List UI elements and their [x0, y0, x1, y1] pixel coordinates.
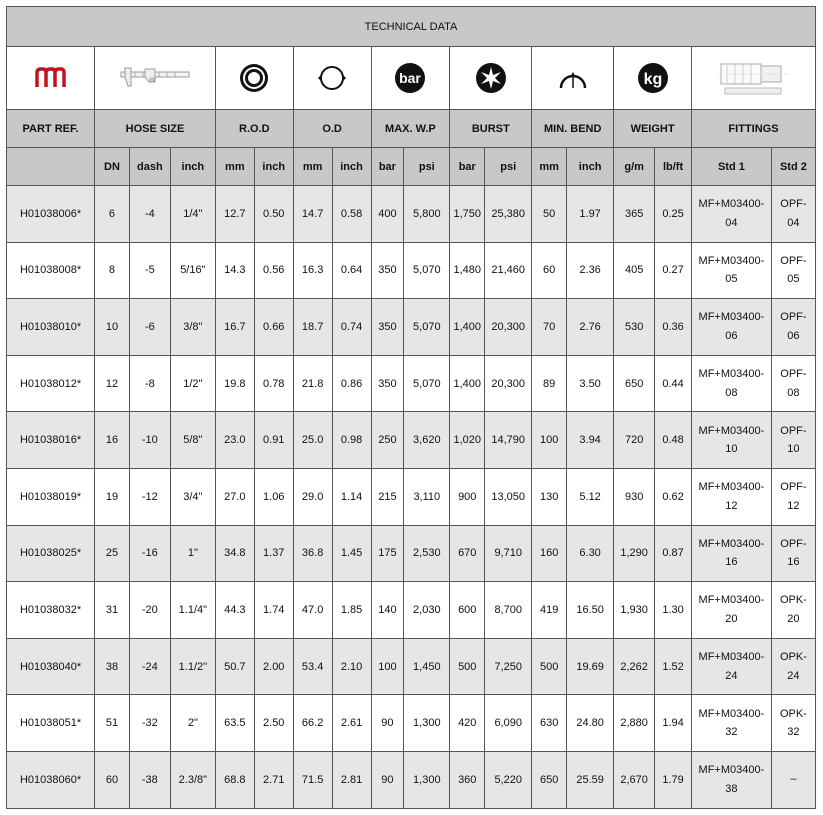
cell-bend-mm: 419 [532, 582, 567, 639]
cell-rod-mm: 16.7 [215, 299, 254, 356]
cell-dash: -24 [129, 638, 170, 695]
cell-bend-in: 24.80 [567, 695, 614, 752]
cell-od-mm: 14.7 [293, 186, 332, 243]
cell-od-mm: 18.7 [293, 299, 332, 356]
cell-w-lb: 1.30 [655, 582, 692, 639]
unit-cell: lb/ft [655, 148, 692, 186]
cell-bend-mm: 630 [532, 695, 567, 752]
std2-line2: 10 [787, 443, 800, 456]
cell-bu-bar: 1,480 [450, 242, 485, 299]
cell-ref: H01038025* [7, 525, 95, 582]
fitting-drawing-icon [691, 47, 815, 110]
std1-line1: MF+M03400- [698, 368, 765, 381]
cell-inch: 3/8" [170, 299, 215, 356]
table-row [7, 525, 816, 582]
cell-bend-in: 5.12 [567, 468, 614, 525]
cell-bu-psi: 5,220 [485, 751, 532, 808]
cell-rod-in: 0.91 [254, 412, 293, 469]
std2-line1: OPF- [780, 254, 807, 267]
cell-od-mm: 47.0 [293, 582, 332, 639]
cell-inch: 1/4" [170, 186, 215, 243]
cell-std2 [771, 525, 815, 582]
cell-w-gm: 1,290 [614, 525, 655, 582]
std2-line1: OPF- [780, 481, 807, 494]
cell-od-mm: 71.5 [293, 751, 332, 808]
cell-bend-mm: 89 [532, 355, 567, 412]
cell-bu-bar: 1,400 [450, 355, 485, 412]
unit-cell: DN [95, 148, 130, 186]
caliper-icon [95, 47, 216, 110]
svg-text:bar: bar [399, 70, 422, 86]
cell-bu-psi: 7,250 [485, 638, 532, 695]
cell-rod-in: 1.06 [254, 468, 293, 525]
std1-line2: 24 [725, 669, 738, 682]
std2-line1: OPF- [780, 424, 807, 437]
cell-std2 [771, 186, 815, 243]
cell-std2 [771, 299, 815, 356]
cell-ref: H01038019* [7, 468, 95, 525]
cell-od-in: 1.14 [332, 468, 371, 525]
unit-cell: inch [332, 148, 371, 186]
unit-cell: psi [485, 148, 532, 186]
header-weight: WEIGHT [614, 110, 692, 148]
cell-wp-bar: 350 [371, 355, 404, 412]
bend-radius-icon [532, 47, 614, 110]
cell-rod-in: 1.37 [254, 525, 293, 582]
cell-w-lb: 1.79 [655, 751, 692, 808]
cell-std2 [771, 695, 815, 752]
cell-bu-bar: 1,400 [450, 299, 485, 356]
cell-wp-bar: 215 [371, 468, 404, 525]
table-row [7, 751, 816, 808]
cell-od-in: 0.98 [332, 412, 371, 469]
cell-wp-psi: 3,620 [404, 412, 450, 469]
cell-std1 [691, 355, 771, 412]
cell-od-mm: 36.8 [293, 525, 332, 582]
header-od: O.D [293, 110, 371, 148]
cell-dash: -10 [129, 412, 170, 469]
std1-line1: MF+M03400- [698, 254, 765, 267]
unit-cell: inch [170, 148, 215, 186]
cell-rod-mm: 19.8 [215, 355, 254, 412]
cell-dn: 16 [95, 412, 130, 469]
std1-line1: MF+M03400- [698, 764, 765, 777]
cell-inch: 5/8" [170, 412, 215, 469]
std1-line1: MF+M03400- [698, 481, 765, 494]
std2-line2: 16 [787, 556, 800, 569]
cell-dash: -5 [129, 242, 170, 299]
cell-dash: -38 [129, 751, 170, 808]
cell-rod-in: 0.50 [254, 186, 293, 243]
cell-w-lb: 1.52 [655, 638, 692, 695]
std1-line2: 32 [725, 726, 738, 739]
cell-dn: 60 [95, 751, 130, 808]
cell-wp-bar: 350 [371, 299, 404, 356]
cell-w-gm: 930 [614, 468, 655, 525]
cell-dn: 31 [95, 582, 130, 639]
unit-cell: mm [215, 148, 254, 186]
std2-line1: OPK- [779, 651, 807, 664]
std2-line1: – [790, 773, 797, 786]
cell-w-gm: 2,670 [614, 751, 655, 808]
header-rod: R.O.D [215, 110, 293, 148]
cell-od-mm: 16.3 [293, 242, 332, 299]
std2-line1: OPK- [779, 594, 807, 607]
std2-line2: 20 [787, 612, 800, 625]
cell-inch: 5/16" [170, 242, 215, 299]
cell-bend-in: 6.30 [567, 525, 614, 582]
cell-wp-bar: 90 [371, 751, 404, 808]
cell-std2 [771, 242, 815, 299]
cell-bu-bar: 1,750 [450, 186, 485, 243]
unit-cell: bar [371, 148, 404, 186]
cell-bend-in: 2.36 [567, 242, 614, 299]
cell-rod-mm: 12.7 [215, 186, 254, 243]
table-row [7, 412, 816, 469]
cell-od-in: 0.58 [332, 186, 371, 243]
cell-dash: -32 [129, 695, 170, 752]
unit-cell: inch [254, 148, 293, 186]
cell-bend-in: 2.76 [567, 299, 614, 356]
cell-od-mm: 53.4 [293, 638, 332, 695]
cell-od-in: 2.61 [332, 695, 371, 752]
std1-line2: 16 [725, 556, 738, 569]
cell-w-gm: 405 [614, 242, 655, 299]
std2-line2: 12 [787, 499, 800, 512]
cell-wp-psi: 5,070 [404, 299, 450, 356]
table-row [7, 638, 816, 695]
cell-od-in: 2.81 [332, 751, 371, 808]
cell-od-in: 0.64 [332, 242, 371, 299]
cell-bu-psi: 25,380 [485, 186, 532, 243]
cell-wp-bar: 90 [371, 695, 404, 752]
cell-bend-mm: 650 [532, 751, 567, 808]
cell-bend-mm: 100 [532, 412, 567, 469]
table-row [7, 299, 816, 356]
std2-line2: 05 [787, 273, 800, 286]
std1-line1: MF+M03400- [698, 537, 765, 550]
std1-line2: 10 [725, 443, 738, 456]
cell-dash: -20 [129, 582, 170, 639]
cell-wp-psi: 5,800 [404, 186, 450, 243]
cell-ref: H01038012* [7, 355, 95, 412]
header-hose-size: HOSE SIZE [95, 110, 216, 148]
unit-cell: bar [450, 148, 485, 186]
cell-bend-in: 16.50 [567, 582, 614, 639]
cell-rod-mm: 23.0 [215, 412, 254, 469]
cell-bend-mm: 70 [532, 299, 567, 356]
cell-ref: H01038016* [7, 412, 95, 469]
unit-cell: Std 1 [691, 148, 771, 186]
cell-wp-psi: 3,110 [404, 468, 450, 525]
cell-w-gm: 2,262 [614, 638, 655, 695]
cell-bu-psi: 14,790 [485, 412, 532, 469]
cell-rod-mm: 27.0 [215, 468, 254, 525]
std1-line1: MF+M03400- [698, 651, 765, 664]
cell-od-in: 1.45 [332, 525, 371, 582]
cell-wp-bar: 400 [371, 186, 404, 243]
cell-rod-in: 2.00 [254, 638, 293, 695]
cell-std1 [691, 638, 771, 695]
cell-dn: 12 [95, 355, 130, 412]
cell-od-in: 1.85 [332, 582, 371, 639]
unit-cell: Std 2 [771, 148, 815, 186]
cell-rod-mm: 44.3 [215, 582, 254, 639]
cell-rod-mm: 63.5 [215, 695, 254, 752]
cell-std2 [771, 638, 815, 695]
cell-bu-bar: 900 [450, 468, 485, 525]
cell-std1 [691, 242, 771, 299]
cell-bend-mm: 500 [532, 638, 567, 695]
std1-line2: 04 [725, 216, 738, 229]
cell-bu-psi: 20,300 [485, 355, 532, 412]
cell-w-gm: 720 [614, 412, 655, 469]
cell-w-lb: 1.94 [655, 695, 692, 752]
cell-wp-psi: 1,300 [404, 695, 450, 752]
cell-wp-psi: 2,030 [404, 582, 450, 639]
cell-std2 [771, 468, 815, 525]
unit-blank [7, 148, 95, 186]
cell-bend-mm: 130 [532, 468, 567, 525]
svg-text:kg: kg [643, 71, 662, 88]
cell-dn: 25 [95, 525, 130, 582]
cell-dash: -16 [129, 525, 170, 582]
cell-rod-mm: 50.7 [215, 638, 254, 695]
cell-dn: 8 [95, 242, 130, 299]
unit-cell: inch [567, 148, 614, 186]
cell-w-lb: 0.87 [655, 525, 692, 582]
table-title: TECHNICAL DATA [7, 7, 816, 47]
cell-std2 [771, 355, 815, 412]
std2-line2: 32 [787, 726, 800, 739]
cell-ref: H01038006* [7, 186, 95, 243]
cell-od-mm: 29.0 [293, 468, 332, 525]
technical-data-sheet [6, 6, 816, 809]
cell-w-lb: 0.44 [655, 355, 692, 412]
std2-line2: 08 [787, 386, 800, 399]
bar-pressure-icon [371, 47, 450, 110]
std1-line2: 20 [725, 612, 738, 625]
cell-std1 [691, 186, 771, 243]
cell-bend-mm: 160 [532, 525, 567, 582]
cell-std1 [691, 299, 771, 356]
table-row [7, 468, 816, 525]
cell-wp-bar: 140 [371, 582, 404, 639]
cell-bu-psi: 8,700 [485, 582, 532, 639]
cell-bu-bar: 600 [450, 582, 485, 639]
unit-cell: mm [293, 148, 332, 186]
cell-inch: 3/4" [170, 468, 215, 525]
brand-logo-icon [7, 47, 95, 110]
cell-od-mm: 66.2 [293, 695, 332, 752]
cell-bend-mm: 60 [532, 242, 567, 299]
outer-diameter-icon [293, 47, 371, 110]
unit-cell: dash [129, 148, 170, 186]
cell-rod-in: 2.50 [254, 695, 293, 752]
cell-inch: 1.1/2" [170, 638, 215, 695]
std1-line2: 08 [725, 386, 738, 399]
cell-dn: 10 [95, 299, 130, 356]
kg-weight-icon [614, 47, 692, 110]
std2-line1: OPF- [780, 368, 807, 381]
cell-od-in: 0.86 [332, 355, 371, 412]
std1-line2: 05 [725, 273, 738, 286]
cell-rod-mm: 34.8 [215, 525, 254, 582]
cell-od-mm: 21.8 [293, 355, 332, 412]
cell-w-lb: 0.36 [655, 299, 692, 356]
cell-wp-psi: 1,450 [404, 638, 450, 695]
cell-dash: -6 [129, 299, 170, 356]
cell-bend-in: 3.94 [567, 412, 614, 469]
cell-bend-in: 19.69 [567, 638, 614, 695]
header-min-bend: MIN. BEND [532, 110, 614, 148]
std1-line1: MF+M03400- [698, 311, 765, 324]
technical-data-table [6, 6, 816, 809]
cell-rod-in: 0.66 [254, 299, 293, 356]
cell-bu-bar: 670 [450, 525, 485, 582]
cell-bu-bar: 1,020 [450, 412, 485, 469]
cell-std1 [691, 468, 771, 525]
std2-line2: 06 [787, 329, 800, 342]
reinforcement-ring-icon [215, 47, 293, 110]
cell-bend-in: 1.97 [567, 186, 614, 243]
std1-line1: MF+M03400- [698, 198, 765, 211]
cell-std1 [691, 412, 771, 469]
table-row [7, 242, 816, 299]
cell-std1 [691, 751, 771, 808]
cell-wp-bar: 350 [371, 242, 404, 299]
cell-ref: H01038060* [7, 751, 95, 808]
header-burst: BURST [450, 110, 532, 148]
cell-rod-in: 0.56 [254, 242, 293, 299]
table-row [7, 582, 816, 639]
table-row [7, 186, 816, 243]
std1-line1: MF+M03400- [698, 424, 765, 437]
std1-line2: 06 [725, 329, 738, 342]
cell-inch: 2.3/8" [170, 751, 215, 808]
cell-ref: H01038051* [7, 695, 95, 752]
cell-ref: H01038032* [7, 582, 95, 639]
cell-wp-bar: 100 [371, 638, 404, 695]
cell-bu-bar: 500 [450, 638, 485, 695]
std2-line2: 04 [787, 216, 800, 229]
cell-rod-mm: 14.3 [215, 242, 254, 299]
cell-wp-psi: 5,070 [404, 242, 450, 299]
cell-std1 [691, 525, 771, 582]
cell-wp-bar: 175 [371, 525, 404, 582]
std2-line1: OPF- [780, 198, 807, 211]
cell-w-gm: 1,930 [614, 582, 655, 639]
burst-star-icon [450, 47, 532, 110]
cell-bend-mm: 50 [532, 186, 567, 243]
std1-line1: MF+M03400- [698, 594, 765, 607]
cell-wp-psi: 1,300 [404, 751, 450, 808]
unit-cell: psi [404, 148, 450, 186]
cell-dash: -12 [129, 468, 170, 525]
cell-dash: -8 [129, 355, 170, 412]
cell-bu-bar: 360 [450, 751, 485, 808]
table-row [7, 355, 816, 412]
cell-wp-psi: 5,070 [404, 355, 450, 412]
cell-bu-psi: 9,710 [485, 525, 532, 582]
cell-od-mm: 25.0 [293, 412, 332, 469]
cell-bu-bar: 420 [450, 695, 485, 752]
cell-bu-psi: 21,460 [485, 242, 532, 299]
cell-std1 [691, 582, 771, 639]
cell-dn: 38 [95, 638, 130, 695]
cell-inch: 1/2" [170, 355, 215, 412]
cell-bu-psi: 13,050 [485, 468, 532, 525]
std1-line1: MF+M03400- [698, 707, 765, 720]
cell-ref: H01038008* [7, 242, 95, 299]
std1-line2: 38 [725, 782, 738, 795]
cell-dash: -4 [129, 186, 170, 243]
cell-bu-psi: 6,090 [485, 695, 532, 752]
cell-bend-in: 3.50 [567, 355, 614, 412]
cell-wp-bar: 250 [371, 412, 404, 469]
unit-cell: mm [532, 148, 567, 186]
header-max-wp: MAX. W.P [371, 110, 450, 148]
cell-rod-in: 1.74 [254, 582, 293, 639]
header-fittings: FITTINGS [691, 110, 815, 148]
cell-od-in: 2.10 [332, 638, 371, 695]
cell-dn: 19 [95, 468, 130, 525]
cell-dn: 6 [95, 186, 130, 243]
cell-bu-psi: 20,300 [485, 299, 532, 356]
std2-line1: OPK- [779, 707, 807, 720]
cell-dn: 51 [95, 695, 130, 752]
cell-std2 [771, 412, 815, 469]
cell-rod-mm: 68.8 [215, 751, 254, 808]
header-part-ref: PART REF. [7, 110, 95, 148]
cell-rod-in: 0.78 [254, 355, 293, 412]
cell-inch: 2" [170, 695, 215, 752]
table-row [7, 695, 816, 752]
cell-std2 [771, 582, 815, 639]
cell-w-gm: 365 [614, 186, 655, 243]
cell-w-gm: 2,880 [614, 695, 655, 752]
cell-w-lb: 0.48 [655, 412, 692, 469]
std2-line1: OPF- [780, 537, 807, 550]
cell-ref: H01038010* [7, 299, 95, 356]
cell-ref: H01038040* [7, 638, 95, 695]
std2-line1: OPF- [780, 311, 807, 324]
cell-rod-in: 2.71 [254, 751, 293, 808]
std1-line2: 12 [725, 499, 738, 512]
cell-w-lb: 0.62 [655, 468, 692, 525]
std2-line2: 24 [787, 669, 800, 682]
cell-std1 [691, 695, 771, 752]
cell-w-lb: 0.25 [655, 186, 692, 243]
unit-cell: g/m [614, 148, 655, 186]
cell-inch: 1" [170, 525, 215, 582]
cell-bend-in: 25.59 [567, 751, 614, 808]
cell-w-lb: 0.27 [655, 242, 692, 299]
cell-w-gm: 650 [614, 355, 655, 412]
cell-od-in: 0.74 [332, 299, 371, 356]
cell-inch: 1.1/4" [170, 582, 215, 639]
cell-std2 [771, 751, 815, 808]
cell-wp-psi: 2,530 [404, 525, 450, 582]
cell-w-gm: 530 [614, 299, 655, 356]
